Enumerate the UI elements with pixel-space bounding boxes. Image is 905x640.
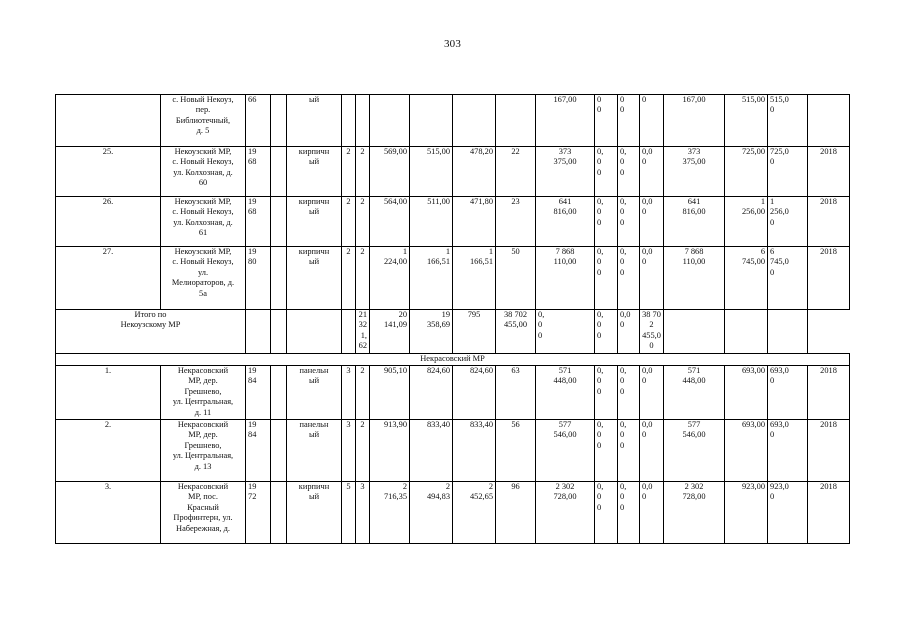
table-cell: 1 166,51 [410, 247, 453, 310]
table-cell [342, 310, 356, 354]
table-cell: 26. [56, 197, 161, 247]
table-cell: 2 [356, 197, 370, 247]
table-cell: 0, 0 0 [595, 420, 618, 482]
table-cell: 3 [342, 366, 356, 420]
page-number: 303 [443, 38, 462, 50]
table-cell [356, 95, 370, 147]
table-cell: 27. [56, 247, 161, 310]
table-cell [246, 310, 271, 354]
table-cell: Некоузский МР, с. Новый Некоуз, ул. Колхозная, д. 61 [161, 197, 246, 247]
table-cell: 167,00 [664, 95, 725, 147]
table-row [56, 147, 850, 197]
table-cell: Некрасовский МР, пос. Красный Профинтерн, ул. Набережная, д. [161, 482, 246, 544]
table-cell: Некрасовский МР, дер. Грешнево, ул. Центральная, д. 11 [161, 366, 246, 420]
table-cell [410, 95, 453, 147]
table-cell: 0,0 0 [640, 482, 664, 544]
table-cell: 0,0 0 [640, 247, 664, 310]
table-cell: 22 [496, 147, 536, 197]
table-cell: 2018 [808, 482, 850, 544]
table-cell: 63 [496, 366, 536, 420]
table-cell: 0 0 [618, 95, 640, 147]
total-row [56, 310, 850, 354]
table-cell: 0, 0 0 [618, 482, 640, 544]
table-cell: 0,0 0 [640, 366, 664, 420]
table-cell: 571 448,00 [664, 366, 725, 420]
table-cell: 564,00 [370, 197, 410, 247]
table-cell: 641 816,00 [664, 197, 725, 247]
table-cell: 0, 0 0 [618, 247, 640, 310]
table-cell: 569,00 [370, 147, 410, 197]
table-cell: Некоузский МР, с. Новый Некоуз, ул. Колхозная, д. 60 [161, 147, 246, 197]
table-cell: 5 [342, 482, 356, 544]
table-cell: кирпичн ый [287, 247, 342, 310]
table-cell: 7 868 110,00 [664, 247, 725, 310]
table-cell: 373 375,00 [664, 147, 725, 197]
table-cell: 725,0 0 [768, 147, 808, 197]
table-cell: 0,0 0 [618, 310, 640, 354]
table-cell: 577 546,00 [536, 420, 595, 482]
table-cell: 0, 0 0 [595, 366, 618, 420]
table-cell: 6 745,0 0 [768, 247, 808, 310]
table-cell [271, 420, 287, 482]
table-cell: 478,20 [453, 147, 496, 197]
table-row [56, 197, 850, 247]
table-cell: 56 [496, 420, 536, 482]
table-cell: 2 [342, 147, 356, 197]
table-cell [287, 310, 342, 354]
table-cell [808, 95, 850, 147]
table-cell: 2018 [808, 420, 850, 482]
table-cell: 2018 [808, 197, 850, 247]
table-cell: 515,00 [725, 95, 768, 147]
table-row [56, 95, 850, 147]
table-cell: кирпичн ый [287, 147, 342, 197]
table-cell: 0,0 0 [640, 420, 664, 482]
table-cell: 0, 0 0 [595, 247, 618, 310]
table-cell: 2018 [808, 366, 850, 420]
housing-register-table [55, 94, 850, 544]
table-cell: 3 [356, 482, 370, 544]
table-cell: 2 716,35 [370, 482, 410, 544]
table-cell: 2 302 728,00 [664, 482, 725, 544]
table-cell: Некоузский МР, с. Новый Некоуз, ул. Мелиораторов, д. 5а [161, 247, 246, 310]
table-cell: панельн ый [287, 420, 342, 482]
table-cell: 6 745,00 [725, 247, 768, 310]
table-cell: 19 72 [246, 482, 271, 544]
table-cell: 96 [496, 482, 536, 544]
table-cell: 1 256,0 0 [768, 197, 808, 247]
table-cell: 2 [342, 197, 356, 247]
table-cell [271, 247, 287, 310]
table-cell: 923,0 0 [768, 482, 808, 544]
table-cell: 66 [246, 95, 271, 147]
table-cell [271, 95, 287, 147]
table-cell: ый [287, 95, 342, 147]
table-cell: 0 [640, 95, 664, 147]
table-cell [496, 95, 536, 147]
table-cell: 511,00 [410, 197, 453, 247]
table-cell: 0, 0 0 [595, 310, 618, 354]
table-cell: 2 [356, 247, 370, 310]
table-cell: 373 375,00 [536, 147, 595, 197]
table-cell [271, 147, 287, 197]
table-cell: 2 [356, 420, 370, 482]
table-cell: 0, 0 0 [536, 310, 595, 354]
table-cell [271, 310, 287, 354]
table-cell: 913,90 [370, 420, 410, 482]
table-cell: 2 [356, 366, 370, 420]
table-cell: 167,00 [536, 95, 595, 147]
table-cell: 693,00 [725, 366, 768, 420]
table-cell: 7 868 110,00 [536, 247, 595, 310]
table-cell: 693,00 [725, 420, 768, 482]
table-cell: 824,60 [410, 366, 453, 420]
table-row [56, 482, 850, 544]
table-cell: 21 321,62 [356, 310, 370, 354]
table-row [56, 247, 850, 310]
table-cell: 0, 0 0 [618, 147, 640, 197]
table-cell: 0,0 0 [640, 197, 664, 247]
table-cell [342, 95, 356, 147]
table-cell: 2 [342, 247, 356, 310]
table-cell [725, 310, 768, 354]
table-cell: 2 494,83 [410, 482, 453, 544]
table-cell: 3. [56, 482, 161, 544]
table-cell [56, 95, 161, 147]
table-cell: Некрасовский МР, дер. Грешнево, ул. Центральная, д. 13 [161, 420, 246, 482]
table-cell: 1 256,00 [725, 197, 768, 247]
table-cell: 833,40 [410, 420, 453, 482]
table-cell: 50 [496, 247, 536, 310]
table-cell: 23 [496, 197, 536, 247]
table-cell: 25. [56, 147, 161, 197]
table-cell: 0, 0 0 [595, 197, 618, 247]
table-cell [370, 95, 410, 147]
table-row [56, 366, 850, 420]
table-cell: 19 68 [246, 147, 271, 197]
table-cell: с. Новый Некоуз, пер. Библиотечный, д. 5 [161, 95, 246, 147]
table-cell: 824,60 [453, 366, 496, 420]
table-cell: 0, 0 0 [618, 197, 640, 247]
table-cell: 577 546,00 [664, 420, 725, 482]
table-cell [271, 197, 287, 247]
table-cell: кирпичн ый [287, 197, 342, 247]
table-cell: 2 452,65 [453, 482, 496, 544]
table-cell: 693,0 0 [768, 366, 808, 420]
table-cell [271, 366, 287, 420]
table-cell: 641 816,00 [536, 197, 595, 247]
table-cell: 19 84 [246, 420, 271, 482]
table-cell: 19 68 [246, 197, 271, 247]
table-cell: 571 448,00 [536, 366, 595, 420]
table-cell: 2018 [808, 147, 850, 197]
table-cell [768, 310, 808, 354]
table-cell: 0 0 [595, 95, 618, 147]
table-cell: 833,40 [453, 420, 496, 482]
table-cell: 515,0 0 [768, 95, 808, 147]
table-cell: 2 302 728,00 [536, 482, 595, 544]
table-cell: 19 84 [246, 366, 271, 420]
table-cell [453, 95, 496, 147]
table-cell: 20 141,09 [370, 310, 410, 354]
table-cell [664, 310, 725, 354]
table-cell: 1. [56, 366, 161, 420]
table-cell: 725,00 [725, 147, 768, 197]
table-cell: панельн ый [287, 366, 342, 420]
table-cell: 923,00 [725, 482, 768, 544]
table-cell: 38 702 455,00 [640, 310, 664, 354]
table-row [56, 420, 850, 482]
table-cell: 0,0 0 [640, 147, 664, 197]
table-cell: 2018 [808, 247, 850, 310]
table-cell: 471,80 [453, 197, 496, 247]
table-cell: 515,00 [410, 147, 453, 197]
table-cell: кирпичн ый [287, 482, 342, 544]
table-cell: 1 166,51 [453, 247, 496, 310]
table-cell: 0, 0 0 [595, 147, 618, 197]
table-cell: 0, 0 0 [595, 482, 618, 544]
table-cell: 2 [356, 147, 370, 197]
table-cell: 693,0 0 [768, 420, 808, 482]
table-cell: 905,10 [370, 366, 410, 420]
table-cell: 38 702 455,00 [496, 310, 536, 354]
table-cell: 2. [56, 420, 161, 482]
table-cell: 19 80 [246, 247, 271, 310]
table-cell: 1 224,00 [370, 247, 410, 310]
table-cell: 0, 0 0 [618, 366, 640, 420]
section-header-row [56, 353, 850, 365]
section-title: Некрасовский МР [56, 353, 850, 365]
table-cell: 19 358,69 [410, 310, 453, 354]
table-cell [271, 482, 287, 544]
total-label: Итого по Некоузскому МР [56, 310, 246, 354]
table-cell: 3 [342, 420, 356, 482]
table-cell: 795 [453, 310, 496, 354]
table-cell: 0, 0 0 [618, 420, 640, 482]
